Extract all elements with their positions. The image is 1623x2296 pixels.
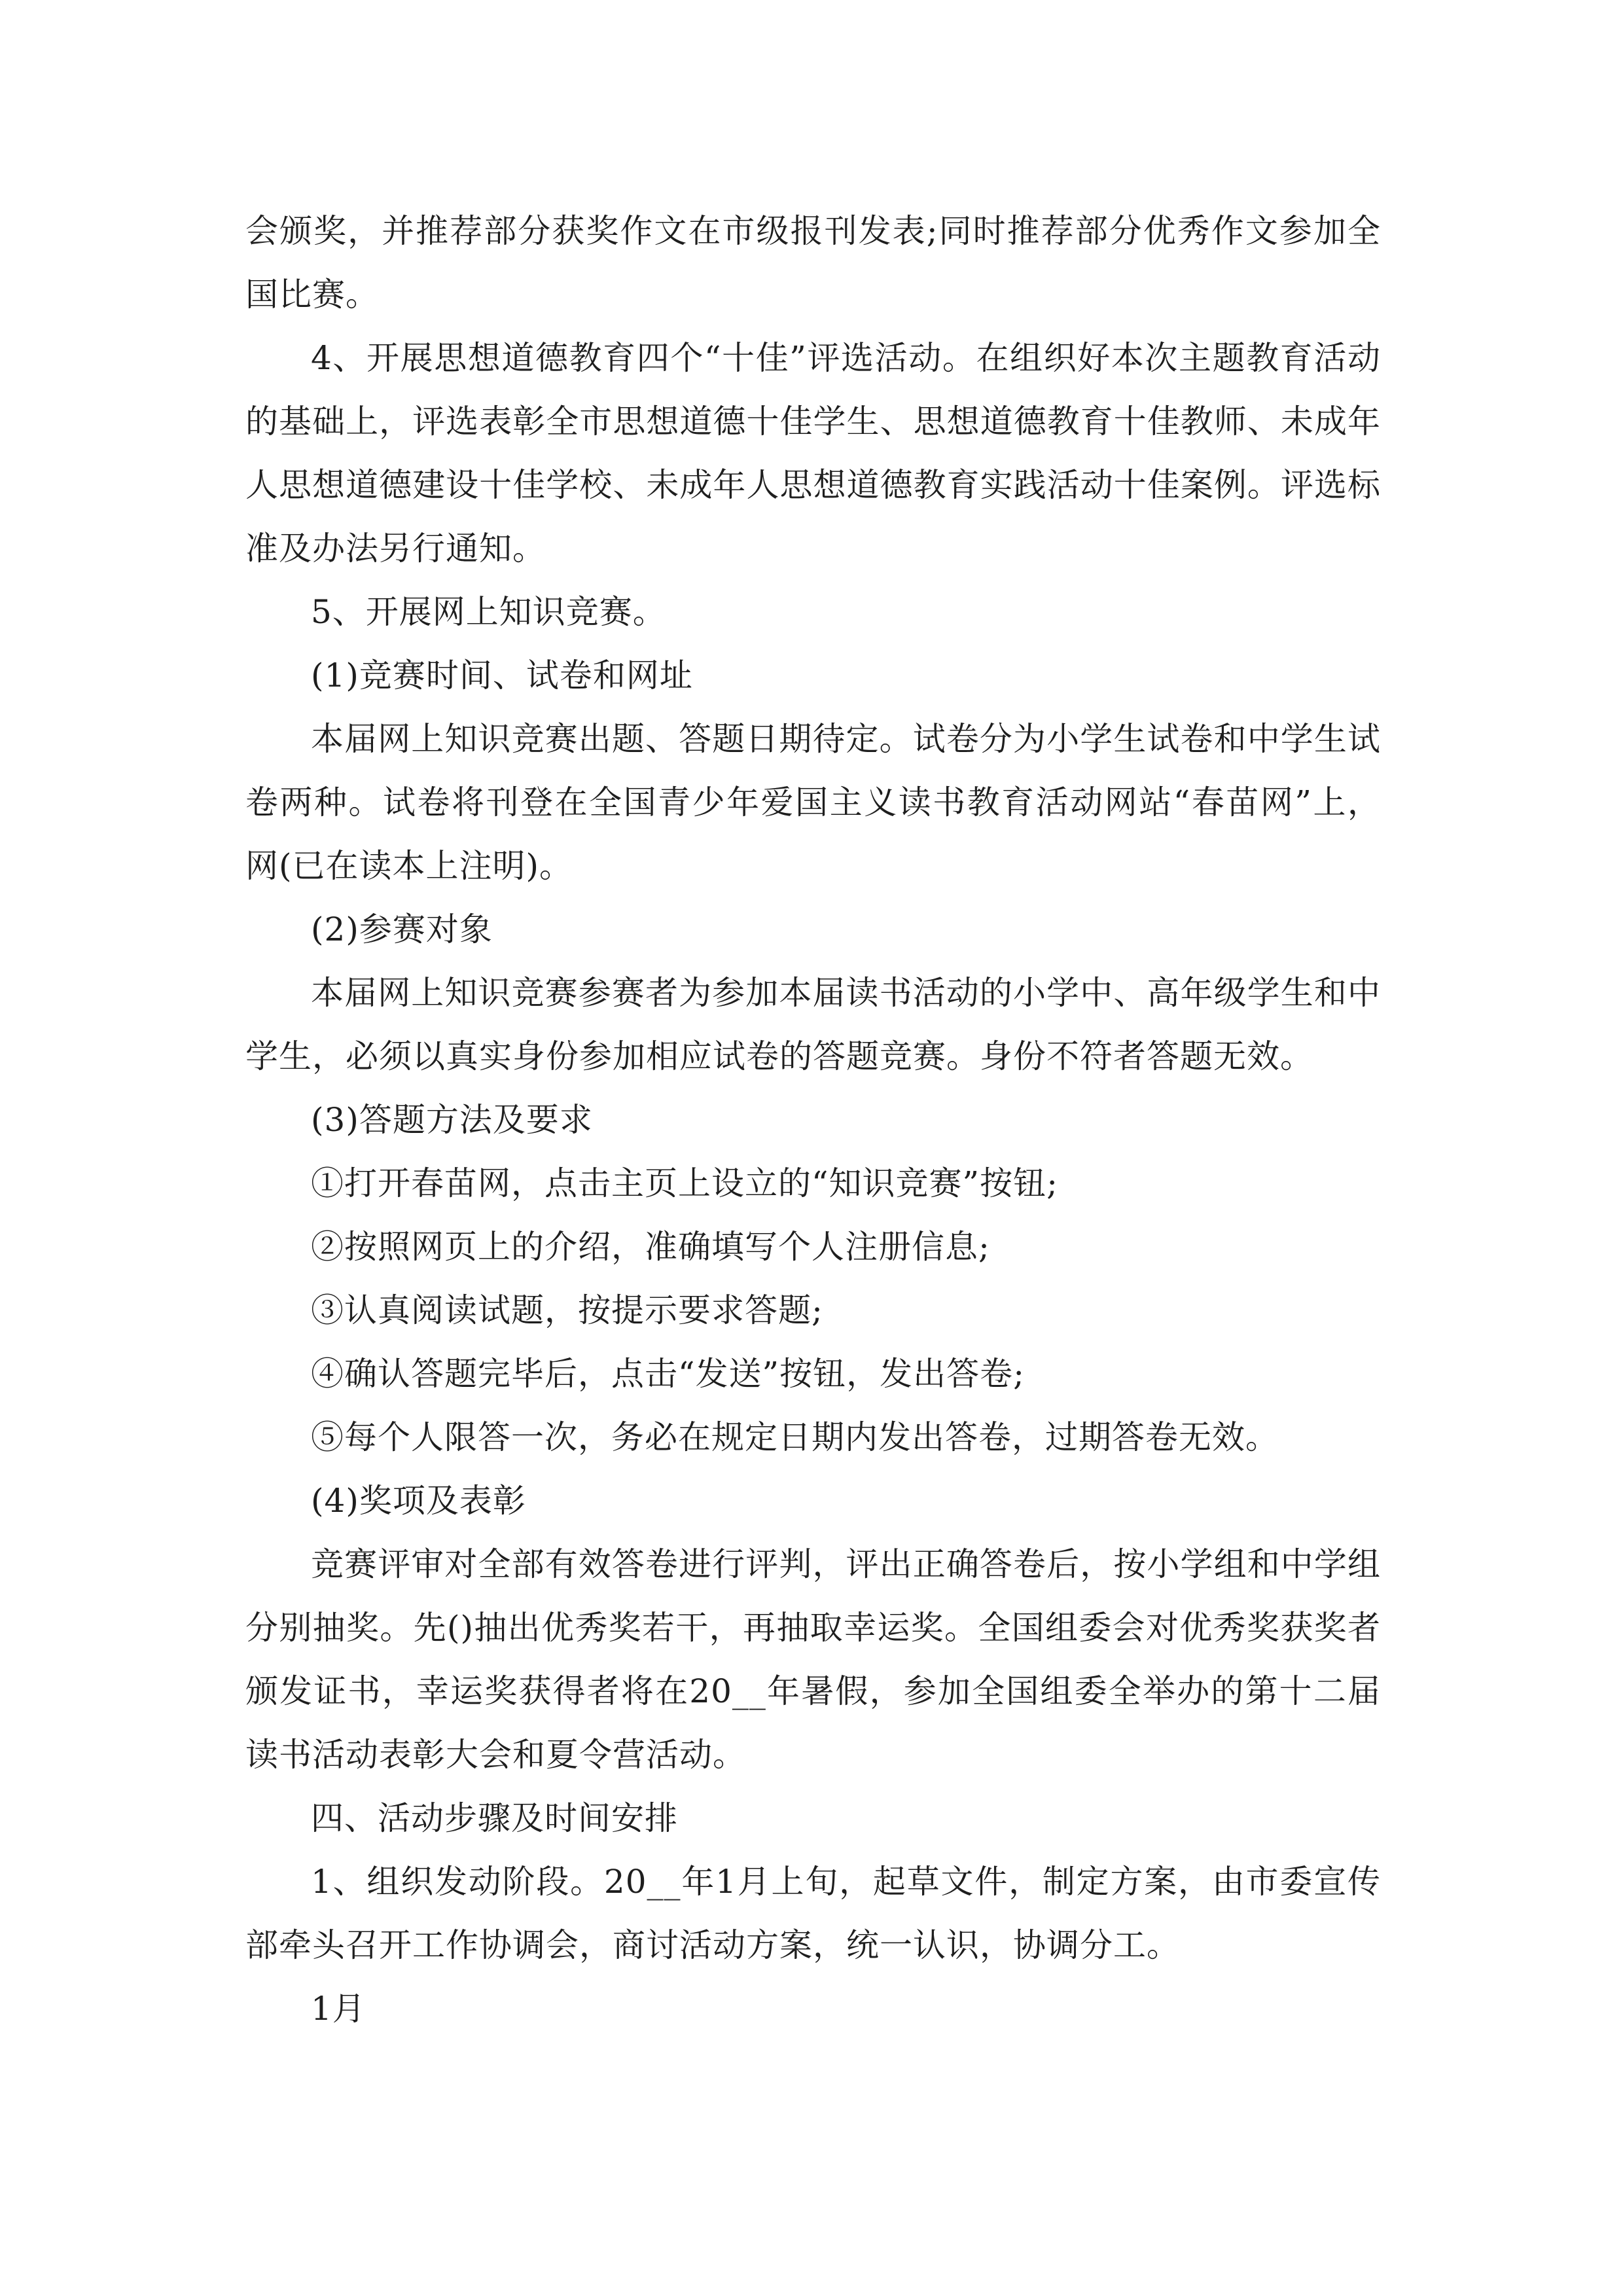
section-heading-steps: 四、活动步骤及时间安排 xyxy=(311,1799,678,1837)
paragraph-awards-detail: 竞赛评审对全部有效答卷进行评判，评出正确答卷后，按小学组和中学组分别抽奖。先()抽出优秀奖若干，再抽取幸运奖。全国组委会对优秀奖获奖者颁发证书，幸运奖获得者将在20__年暑假，参加全国组委全举办的第十二届读书活动表彰大会和夏令营活动。 xyxy=(245,1545,1381,1774)
subheading-answer-method: (3)答题方法及要求 xyxy=(311,1101,593,1139)
list-item-step-2: ②按照网页上的介绍，准确填写个人注册信息; xyxy=(311,1228,990,1266)
paragraph-ten-best-selection: 4、开展思想道德教育四个“十佳”评选活动。在组织好本次主题教育活动的基础上，评选表彰全市思想道德十佳学生、思想道德教育十佳教师、未成年人思想道德建设十佳学校、未成年人思想道德教育实践活动十佳案例。评选标准及办法另行通知。 xyxy=(245,339,1381,567)
paragraph-month-fragment: 1月 xyxy=(311,1990,366,2028)
list-item-step-3: ③认真阅读试题，按提示要求答题; xyxy=(311,1291,823,1329)
list-item-step-5: ⑤每个人限答一次，务必在规定日期内发出答卷，过期答卷无效。 xyxy=(311,1418,1279,1456)
paragraph-mobilization-stage: 1、组织发动阶段。20__年1月上旬，起草文件，制定方案，由市委宣传部牵头召开工作协调会，商讨活动方案，统一认识，协调分工。 xyxy=(245,1863,1381,1964)
subheading-participants: (2)参赛对象 xyxy=(311,910,493,948)
document-body xyxy=(245,200,1381,2041)
paragraph-online-quiz: 5、开展网上知识竞赛。 xyxy=(311,593,666,631)
paragraph-participants-detail: 本届网上知识竞赛参赛者为参加本届读书活动的小学中、高年级学生和中学生，必须以真实身份参加相应试卷的答题竞赛。身份不符者答题无效。 xyxy=(245,974,1381,1075)
subheading-awards: (4)奖项及表彰 xyxy=(311,1482,526,1520)
list-item-step-4: ④确认答题完毕后，点击“发送”按钮，发出答卷; xyxy=(311,1355,1025,1393)
list-item-step-1: ①打开春苗网，点击主页上设立的“知识竞赛”按钮; xyxy=(311,1164,1058,1202)
paragraph-quiz-time-detail: 本届网上知识竞赛出题、答题日期待定。试卷分为小学生试卷和中学生试卷两种。试卷将刊登在全国青少年爱国主义读书教育活动网站“春苗网”上，网(已在读本上注明)。 xyxy=(245,720,1381,885)
paragraph-award-continued: 会颁奖，并推荐部分获奖作文在市级报刊发表;同时推荐部分优秀作文参加全国比赛。 xyxy=(245,212,1381,314)
subheading-quiz-time: (1)竞赛时间、试卷和网址 xyxy=(311,656,693,694)
